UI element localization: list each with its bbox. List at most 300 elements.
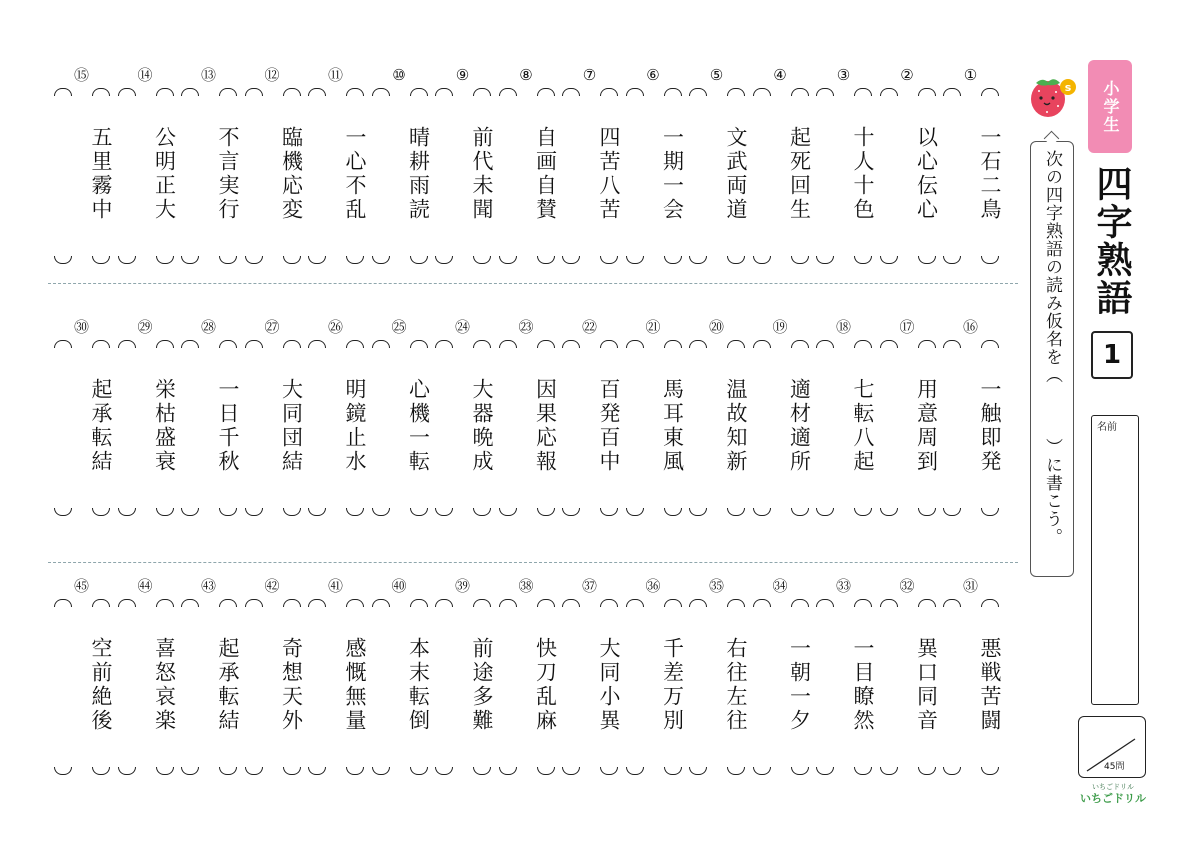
answer-bracket-close — [791, 256, 809, 264]
reading-answer-space[interactable] — [241, 607, 304, 767]
question-item — [50, 66, 113, 316]
reading-answer-space[interactable] — [685, 607, 748, 767]
answer-bracket-close — [664, 256, 682, 264]
question-number: ⑬ — [200, 66, 216, 84]
answer-bracket-close — [245, 508, 263, 516]
question-item — [558, 577, 621, 827]
question-number: ⑧ — [519, 66, 533, 84]
answer-bracket-open — [753, 340, 771, 348]
question-item — [114, 66, 177, 316]
question-number: ① — [963, 66, 978, 84]
answer-bracket-open — [854, 340, 872, 348]
page-title: 四字熟語 — [1091, 165, 1132, 317]
reading-answer-space[interactable] — [431, 348, 494, 508]
question-item — [495, 577, 558, 827]
yojijukugo-term: 異口同音 — [914, 637, 939, 733]
answer-bracket-open — [626, 340, 644, 348]
answer-bracket-close — [308, 256, 326, 264]
question-number: ⑪ — [327, 66, 343, 84]
question-number: ㉖ — [327, 318, 343, 336]
reading-answer-space[interactable] — [749, 96, 812, 256]
question-item — [622, 577, 685, 827]
answer-bracket-close — [499, 256, 517, 264]
question-number: ⑯ — [962, 318, 978, 336]
answer-bracket-open — [981, 340, 999, 348]
reading-answer-space[interactable] — [495, 607, 558, 767]
yojijukugo-term: 起承転結 — [216, 637, 240, 733]
reading-answer-space[interactable] — [622, 607, 685, 767]
logo-small-text: いちごドリル — [1092, 783, 1134, 791]
reading-answer-space[interactable] — [812, 96, 875, 256]
question-number: ② — [900, 66, 914, 84]
svg-text:s: s — [1064, 81, 1072, 94]
answer-bracket-open — [562, 340, 580, 348]
question-item — [812, 66, 875, 316]
answer-bracket-close — [283, 767, 301, 775]
answer-bracket-close — [410, 767, 428, 775]
answer-bracket-close — [943, 256, 961, 264]
answer-bracket-open — [880, 599, 898, 607]
logo-text: いちごドリル — [1080, 792, 1146, 805]
question-number: ㊱ — [645, 577, 661, 595]
reading-answer-space[interactable] — [876, 607, 939, 767]
reading-answer-space[interactable] — [431, 96, 494, 256]
answer-bracket-open — [219, 599, 237, 607]
yojijukugo-term: 千差万別 — [660, 637, 685, 733]
yojijukugo-term: 一石二鳥 — [978, 126, 1002, 222]
yojijukugo-term: 明鏡止水 — [343, 378, 367, 474]
answer-bracket-open — [880, 88, 898, 96]
answer-bracket-open — [435, 340, 453, 348]
answer-bracket-open — [283, 340, 301, 348]
question-item — [685, 66, 748, 316]
reading-answer-space[interactable] — [939, 348, 1002, 508]
answer-bracket-close — [473, 767, 491, 775]
answer-bracket-close — [791, 508, 809, 516]
reading-answer-space[interactable] — [939, 607, 1002, 767]
question-number: ㊵ — [391, 577, 407, 595]
question-number: ⑫ — [264, 66, 280, 84]
name-label: 名前 — [1097, 422, 1117, 433]
answer-bracket-close — [156, 508, 174, 516]
answer-bracket-open — [181, 88, 199, 96]
reading-answer-space[interactable] — [558, 607, 621, 767]
question-number: ㊺ — [73, 577, 89, 595]
answer-bracket-close — [537, 508, 555, 516]
answer-bracket-open — [499, 340, 517, 348]
answer-bracket-close — [918, 767, 936, 775]
yojijukugo-term: 前代未聞 — [470, 126, 494, 222]
answer-bracket-close — [791, 767, 809, 775]
question-item — [177, 577, 240, 827]
reading-answer-space[interactable] — [622, 348, 685, 508]
question-number: ⑥ — [646, 66, 660, 84]
answer-bracket-close — [473, 256, 491, 264]
answer-bracket-open — [600, 599, 618, 607]
answer-bracket-close — [181, 256, 199, 264]
answer-bracket-close — [283, 256, 301, 264]
yojijukugo-term: 不言実行 — [216, 126, 240, 222]
answer-bracket-open — [346, 599, 364, 607]
answer-bracket-open — [92, 340, 110, 348]
answer-bracket-open — [346, 88, 364, 96]
answer-bracket-open — [473, 88, 491, 96]
question-number: ⑲ — [772, 318, 788, 336]
question-item — [685, 577, 748, 827]
yojijukugo-term: 因果応報 — [533, 378, 558, 474]
answer-bracket-close — [689, 767, 707, 775]
question-number: ㊷ — [264, 577, 280, 595]
reading-answer-space[interactable] — [939, 96, 1002, 256]
answer-bracket-open — [791, 599, 809, 607]
answer-bracket-close — [537, 256, 555, 264]
answer-bracket-open — [727, 340, 745, 348]
answer-bracket-open — [854, 599, 872, 607]
yojijukugo-term: 四苦八苦 — [597, 126, 621, 222]
score-total: 45問 — [1104, 762, 1125, 772]
answer-bracket-open — [626, 599, 644, 607]
question-number: ㉟ — [708, 577, 724, 595]
answer-bracket-open — [499, 88, 517, 96]
answer-bracket-close — [181, 767, 199, 775]
answer-bracket-open — [537, 599, 555, 607]
yojijukugo-term: 一日千秋 — [216, 378, 240, 474]
question-item — [431, 66, 494, 316]
question-item — [622, 318, 685, 568]
question-item — [431, 318, 494, 568]
question-item — [50, 318, 113, 568]
question-item — [177, 66, 240, 316]
answer-bracket-close — [283, 508, 301, 516]
reading-answer-space[interactable] — [558, 348, 621, 508]
answer-bracket-open — [219, 88, 237, 96]
answer-bracket-open — [537, 340, 555, 348]
yojijukugo-term: 百発百中 — [597, 378, 621, 474]
question-item — [558, 318, 621, 568]
answer-bracket-open — [118, 88, 136, 96]
answer-bracket-open — [689, 88, 707, 96]
answer-bracket-close — [308, 767, 326, 775]
sheet-number: 1 — [1091, 331, 1133, 379]
reading-answer-space[interactable] — [177, 348, 240, 508]
yojijukugo-term: 温故知新 — [724, 378, 748, 474]
reading-answer-space[interactable] — [50, 607, 113, 767]
answer-bracket-open — [981, 88, 999, 96]
yojijukugo-term: 奇想天外 — [279, 637, 304, 733]
answer-bracket-close — [727, 767, 745, 775]
answer-bracket-open — [156, 340, 174, 348]
yojijukugo-term: 悪戦苦闘 — [978, 637, 1002, 733]
answer-bracket-close — [854, 767, 872, 775]
yojijukugo-term: 公明正大 — [152, 126, 177, 222]
question-item — [431, 577, 494, 827]
answer-bracket-close — [981, 256, 999, 264]
question-number: ㉓ — [518, 318, 534, 336]
answer-bracket-close — [880, 256, 898, 264]
answer-bracket-open — [219, 340, 237, 348]
answer-bracket-close — [219, 767, 237, 775]
answer-bracket-open — [118, 599, 136, 607]
answer-bracket-close — [219, 508, 237, 516]
answer-bracket-close — [626, 256, 644, 264]
question-item — [368, 318, 431, 568]
yojijukugo-term: 栄枯盛衰 — [152, 378, 177, 474]
question-number: ③ — [836, 66, 851, 84]
answer-bracket-close — [753, 256, 771, 264]
answer-bracket-open — [435, 599, 453, 607]
answer-bracket-close — [600, 256, 618, 264]
yojijukugo-term: 一期一会 — [660, 126, 685, 222]
name-field[interactable] — [1091, 415, 1139, 705]
answer-bracket-close — [92, 256, 110, 264]
question-number: ㊴ — [454, 577, 470, 595]
yojijukugo-term: 一触即発 — [978, 378, 1002, 474]
answer-bracket-close — [854, 508, 872, 516]
question-number: ㉕ — [391, 318, 407, 336]
answer-bracket-open — [283, 599, 301, 607]
answer-bracket-open — [689, 340, 707, 348]
question-item — [685, 318, 748, 568]
question-number: ⑭ — [137, 66, 153, 84]
yojijukugo-term: 自画自賛 — [533, 126, 558, 222]
question-number: ㉜ — [899, 577, 915, 595]
answer-bracket-close — [981, 508, 999, 516]
answer-bracket-close — [499, 767, 517, 775]
answer-bracket-close — [219, 256, 237, 264]
question-item — [876, 318, 939, 568]
reading-answer-space[interactable] — [114, 96, 177, 256]
answer-bracket-close — [308, 508, 326, 516]
question-number: ㉙ — [137, 318, 153, 336]
answer-bracket-open — [499, 599, 517, 607]
answer-bracket-open — [664, 88, 682, 96]
instruction-text: 次の四字熟語の読み仮名を（ ）に書こう。 — [1042, 150, 1062, 546]
question-number: ㉗ — [264, 318, 280, 336]
reading-answer-space[interactable] — [622, 96, 685, 256]
question-number: ㊲ — [581, 577, 597, 595]
answer-bracket-close — [435, 508, 453, 516]
question-item — [622, 66, 685, 316]
answer-bracket-open — [791, 88, 809, 96]
answer-bracket-close — [943, 767, 961, 775]
answer-bracket-close — [918, 256, 936, 264]
reading-answer-space[interactable] — [177, 607, 240, 767]
answer-bracket-open — [92, 88, 110, 96]
question-item — [812, 318, 875, 568]
answer-bracket-close — [981, 767, 999, 775]
answer-bracket-open — [156, 599, 174, 607]
reading-answer-space[interactable] — [558, 96, 621, 256]
reading-answer-space[interactable] — [368, 607, 431, 767]
answer-bracket-open — [308, 599, 326, 607]
answer-bracket-open — [181, 599, 199, 607]
answer-bracket-open — [600, 88, 618, 96]
reading-answer-space[interactable] — [812, 607, 875, 767]
answer-bracket-close — [753, 767, 771, 775]
answer-bracket-close — [816, 767, 834, 775]
answer-bracket-close — [435, 256, 453, 264]
answer-bracket-open — [308, 340, 326, 348]
answer-bracket-open — [791, 340, 809, 348]
answer-bracket-open — [156, 88, 174, 96]
answer-bracket-close — [346, 256, 364, 264]
reading-answer-space[interactable] — [685, 348, 748, 508]
question-item — [304, 66, 367, 316]
answer-bracket-close — [372, 767, 390, 775]
reading-answer-space[interactable] — [495, 348, 558, 508]
answer-bracket-close — [816, 508, 834, 516]
question-number: ⑱ — [835, 318, 851, 336]
reading-answer-space[interactable] — [749, 348, 812, 508]
answer-bracket-close — [118, 767, 136, 775]
reading-answer-space[interactable] — [50, 96, 113, 256]
question-number: ⑨ — [455, 66, 470, 84]
yojijukugo-term: 五里霧中 — [89, 126, 113, 222]
answer-bracket-open — [727, 599, 745, 607]
answer-bracket-close — [410, 508, 428, 516]
answer-bracket-close — [537, 767, 555, 775]
question-item — [749, 66, 812, 316]
yojijukugo-term: 一目瞭然 — [851, 637, 875, 733]
answer-bracket-open — [854, 88, 872, 96]
yojijukugo-term: 快刀乱麻 — [533, 637, 558, 733]
answer-bracket-open — [918, 88, 936, 96]
reading-answer-space[interactable] — [114, 607, 177, 767]
question-number: ⑦ — [582, 66, 597, 84]
reading-answer-space[interactable] — [431, 607, 494, 767]
yojijukugo-term: 馬耳東風 — [660, 378, 685, 474]
reading-answer-space[interactable] — [876, 348, 939, 508]
reading-answer-space[interactable] — [304, 96, 367, 256]
answer-bracket-open — [664, 340, 682, 348]
reading-answer-space[interactable] — [50, 348, 113, 508]
answer-bracket-open — [92, 599, 110, 607]
question-item — [876, 66, 939, 316]
answer-bracket-close — [410, 256, 428, 264]
question-number: ㉛ — [962, 577, 978, 595]
reading-answer-space[interactable] — [114, 348, 177, 508]
question-item — [304, 318, 367, 568]
answer-bracket-open — [410, 340, 428, 348]
question-item — [50, 577, 113, 827]
answer-bracket-close — [880, 508, 898, 516]
row-divider — [48, 283, 1018, 284]
answer-bracket-close — [854, 256, 872, 264]
answer-bracket-close — [918, 508, 936, 516]
reading-answer-space[interactable] — [368, 348, 431, 508]
answer-bracket-close — [118, 508, 136, 516]
answer-bracket-close — [753, 508, 771, 516]
question-item — [749, 318, 812, 568]
answer-bracket-close — [118, 256, 136, 264]
row-divider — [48, 562, 1018, 563]
reading-answer-space[interactable] — [304, 607, 367, 767]
answer-bracket-close — [372, 256, 390, 264]
answer-bracket-close — [156, 767, 174, 775]
question-item — [241, 66, 304, 316]
reading-answer-space[interactable] — [304, 348, 367, 508]
answer-bracket-open — [54, 88, 72, 96]
answer-bracket-close — [816, 256, 834, 264]
answer-bracket-open — [473, 340, 491, 348]
reading-answer-space[interactable] — [812, 348, 875, 508]
reading-answer-space[interactable] — [749, 607, 812, 767]
answer-bracket-open — [918, 340, 936, 348]
yojijukugo-term: 大同団結 — [279, 378, 304, 474]
answer-bracket-close — [245, 767, 263, 775]
answer-bracket-open — [753, 599, 771, 607]
question-number: ⑤ — [709, 66, 724, 84]
reading-answer-space[interactable] — [368, 96, 431, 256]
answer-bracket-close — [54, 508, 72, 516]
question-number: ㉘ — [200, 318, 216, 336]
answer-bracket-close — [600, 767, 618, 775]
answer-bracket-close — [245, 256, 263, 264]
reading-answer-space[interactable] — [177, 96, 240, 256]
reading-answer-space[interactable] — [495, 96, 558, 256]
question-number: ㉑ — [645, 318, 661, 336]
question-number: ㉝ — [835, 577, 851, 595]
answer-bracket-close — [880, 767, 898, 775]
answer-bracket-open — [727, 88, 745, 96]
question-item — [177, 318, 240, 568]
reading-answer-space[interactable] — [876, 96, 939, 256]
answer-bracket-close — [435, 767, 453, 775]
answer-bracket-open — [816, 599, 834, 607]
answer-bracket-open — [664, 599, 682, 607]
answer-bracket-open — [346, 340, 364, 348]
yojijukugo-term: 晴耕雨読 — [406, 126, 431, 222]
answer-bracket-close — [689, 256, 707, 264]
yojijukugo-term: 文武両道 — [724, 126, 748, 222]
yojijukugo-term: 大同小異 — [597, 637, 621, 733]
answer-bracket-close — [346, 767, 364, 775]
answer-bracket-open — [600, 340, 618, 348]
reading-answer-space[interactable] — [685, 96, 748, 256]
question-number: ㉒ — [581, 318, 597, 336]
yojijukugo-term: 右往左往 — [724, 637, 748, 733]
question-item — [114, 577, 177, 827]
answer-bracket-open — [283, 88, 301, 96]
yojijukugo-term: 前途多難 — [470, 637, 494, 733]
answer-bracket-open — [537, 88, 555, 96]
question-item — [241, 318, 304, 568]
answer-bracket-open — [435, 88, 453, 96]
answer-bracket-close — [600, 508, 618, 516]
yojijukugo-term: 一朝一夕 — [787, 637, 812, 733]
answer-bracket-close — [664, 767, 682, 775]
question-item — [812, 577, 875, 827]
question-item — [939, 577, 1002, 827]
answer-bracket-close — [689, 508, 707, 516]
yojijukugo-term: 本末転倒 — [406, 637, 431, 733]
question-number: ㉞ — [772, 577, 788, 595]
answer-bracket-open — [689, 599, 707, 607]
reading-answer-space[interactable] — [241, 348, 304, 508]
question-item — [114, 318, 177, 568]
yojijukugo-term: 用意周到 — [914, 378, 939, 474]
yojijukugo-term: 起承転結 — [89, 378, 113, 474]
answer-bracket-close — [54, 767, 72, 775]
answer-bracket-open — [372, 340, 390, 348]
reading-answer-space[interactable] — [241, 96, 304, 256]
yojijukugo-term: 空前絶後 — [89, 637, 113, 733]
answer-bracket-open — [372, 599, 390, 607]
answer-bracket-close — [626, 767, 644, 775]
answer-bracket-open — [562, 88, 580, 96]
answer-bracket-close — [664, 508, 682, 516]
answer-bracket-open — [562, 599, 580, 607]
